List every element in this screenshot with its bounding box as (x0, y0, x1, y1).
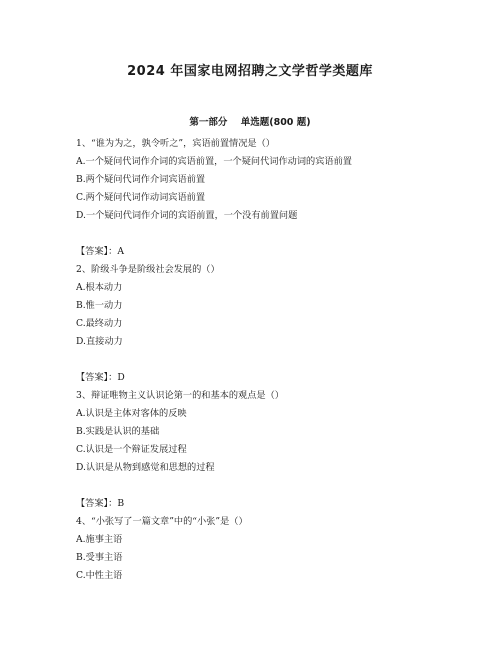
answer-line (76, 243, 436, 261)
document-title: 2024 年国家电网招聘之文学哲学类题库 (127, 64, 373, 79)
question-stem: 4、“小张写了一篇文章”中的“小张”是（） (76, 516, 248, 527)
question-stem: 2、阶级斗争是阶级社会发展的（） (76, 264, 220, 275)
option-c: C.中性主语 (76, 570, 123, 581)
answer-value: D (117, 372, 125, 383)
answer-line (76, 495, 436, 513)
option-b: B.实践是认识的基础 (76, 426, 160, 437)
question-stem: 3、辩证唯物主义认识论第一的和基本的观点是（） (76, 390, 284, 401)
answer-line (76, 369, 436, 387)
option-d: D.直接动力 (76, 336, 123, 347)
answer-value: A (117, 246, 124, 257)
option-c: C.两个疑问代词作动词宾语前置 (76, 192, 206, 203)
option-d: D.一个疑问代词作介词的宾语前置，一个没有前置问题 (76, 210, 298, 221)
question-1 (76, 135, 436, 225)
option-c: C.认识是一个辩证发展过程 (76, 444, 187, 455)
option-c: C.最终动力 (76, 318, 123, 329)
section-part: 第一部分 (189, 117, 228, 128)
answer-value: B (117, 498, 125, 509)
section-name: 单选题(800 题) (240, 117, 311, 128)
answer-label: 【答案】： (76, 246, 118, 257)
question-4 (76, 513, 436, 585)
option-b: B.两个疑问代词作介词宾语前置 (76, 174, 206, 185)
question-stem: 1、“谁为为之，孰令听之”，宾语前置情况是（） (76, 138, 275, 149)
option-b: B.受事主语 (76, 552, 123, 563)
answer-label: 【答案】： (76, 372, 118, 383)
answer-label: 【答案】： (76, 498, 118, 509)
question-2 (76, 261, 436, 351)
question-list (76, 135, 436, 585)
question-3 (76, 387, 436, 477)
section-heading (0, 114, 500, 128)
option-d: D.认识是从物到感觉和思想的过程 (76, 462, 215, 473)
option-b: B.惟一动力 (76, 300, 123, 311)
option-a: A.一个疑问代词作介词的宾语前置，一个疑问代词作动词的宾语前置 (76, 156, 352, 167)
option-a: A.根本动力 (76, 282, 123, 293)
option-a: A.施事主语 (76, 534, 123, 545)
option-a: A.认识是主体对客体的反映 (76, 408, 187, 419)
